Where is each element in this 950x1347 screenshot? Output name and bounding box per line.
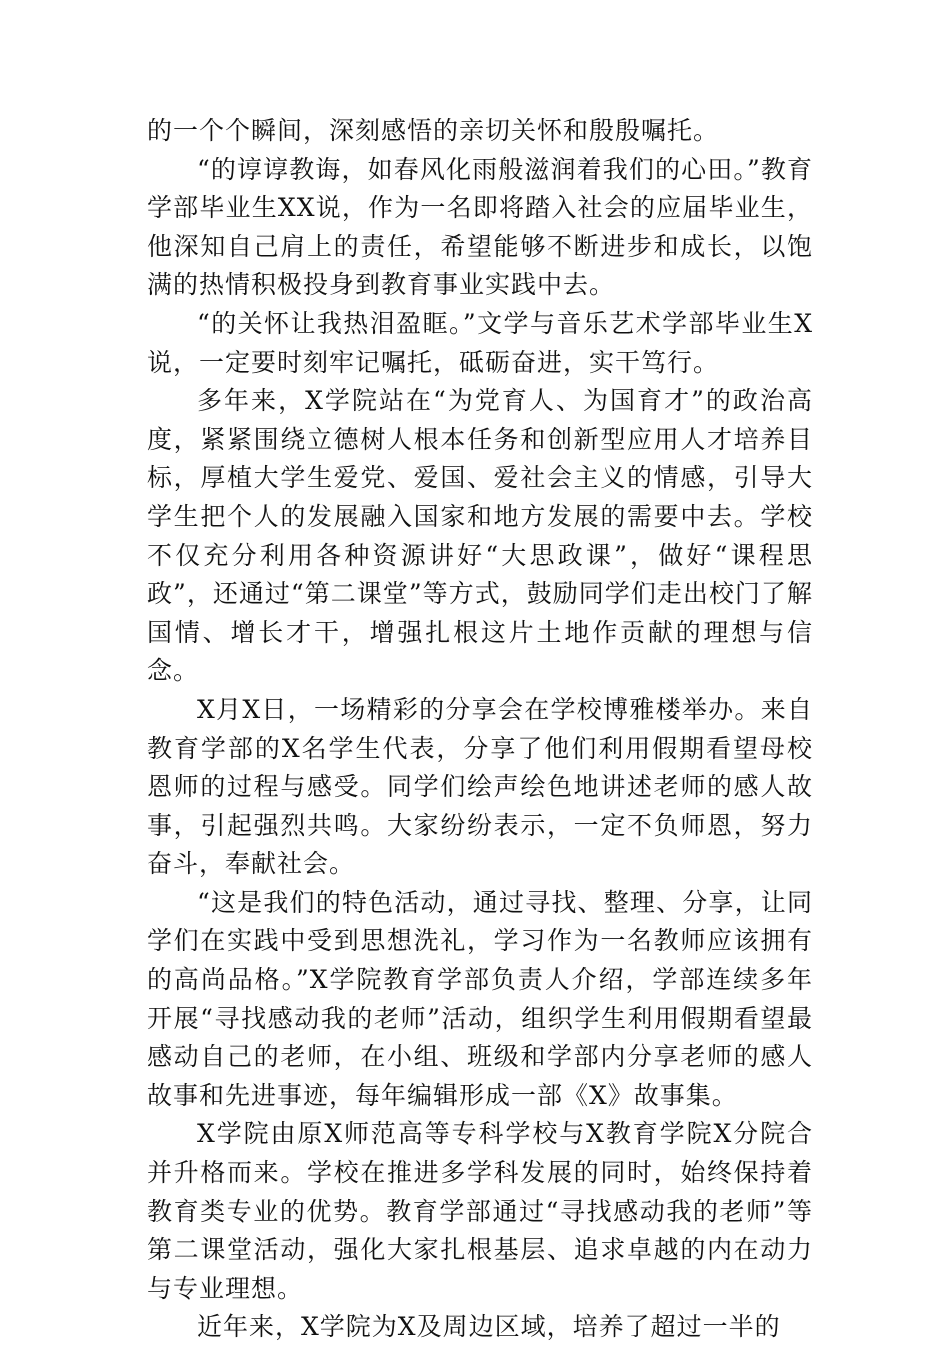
paragraph-7: X学院由原X师范高等专科学校与X教育学院X分院合并升格而来。学校在推进多学科发展的同时，始终保持着教育类专业的优势。教育学部通过“寻找感动我的老师”等第二课堂活动，强化大家扎根基层、追求卓越的内在动力与专业理想。 (147, 1119, 813, 1303)
paragraph-5: X月X日，一场精彩的分享会在学校博雅楼举办。来自教育学部的X名学生代表，分享了他们利用假期看望母校恩师的过程与感受。同学们绘声绘色地讲述老师的感人故事，引起强烈共鸣。大家纷纷表示，一定不负师恩，努力奋斗，奉献社会。 (147, 694, 813, 879)
paragraph-2: “的谆谆教诲，如春风化雨般滋润着我们的心田。”教育学部毕业生XX说，作为一名即将踏入社会的应届毕业生，他深知自己肩上的责任，希望能够不断进步和成长，以饱满的热情积极投身到教育事业实践中去。 (147, 154, 813, 300)
document-body (147, 112, 813, 1347)
paragraph-1: 的一个个瞬间，深刻感悟的亲切关怀和殷殷嘱托。 (147, 116, 720, 145)
paragraph-3: “的关怀让我热泪盈眶。”文学与音乐艺术学部毕业生X说，一定要时刻牢记嘱托，砥砺奋进，实干笃行。 (147, 308, 813, 377)
paragraph-8: 近年来，X学院为X及周边区域，培养了超过一半的 (197, 1312, 781, 1342)
paragraph-6: “这是我们的特色活动，通过寻找、整理、分享，让同学们在实践中受到思想洗礼，学习作为一名教师应该拥有的高尚品格。”X学院教育学部负责人介绍，学部连续多年开展“寻找感动我的老师”活动，组织学生利用假期看望最感动自己的老师，在小组、班级和学部内分享老师的感人故事和先进事迹，每年编辑形成一部《X》故事集。 (147, 887, 813, 1110)
paragraph-4: 多年来，X学院站在“为党育人、为国育才”的政治高度，紧紧围绕立德树人根本任务和创新型应用人才培养目标，厚植大学生爱党、爱国、爱社会主义的情感，引导大学生把个人的发展融入国家和地方发展的需要中去。学校不仅充分利用各种资源讲好“大思政课”，做好“课程思政”，还通过“第二课堂”等方式，鼓励同学们走出校门了解国情、增长才干，增强扎根这片土地作贡献的理想与信念。 (147, 386, 813, 686)
